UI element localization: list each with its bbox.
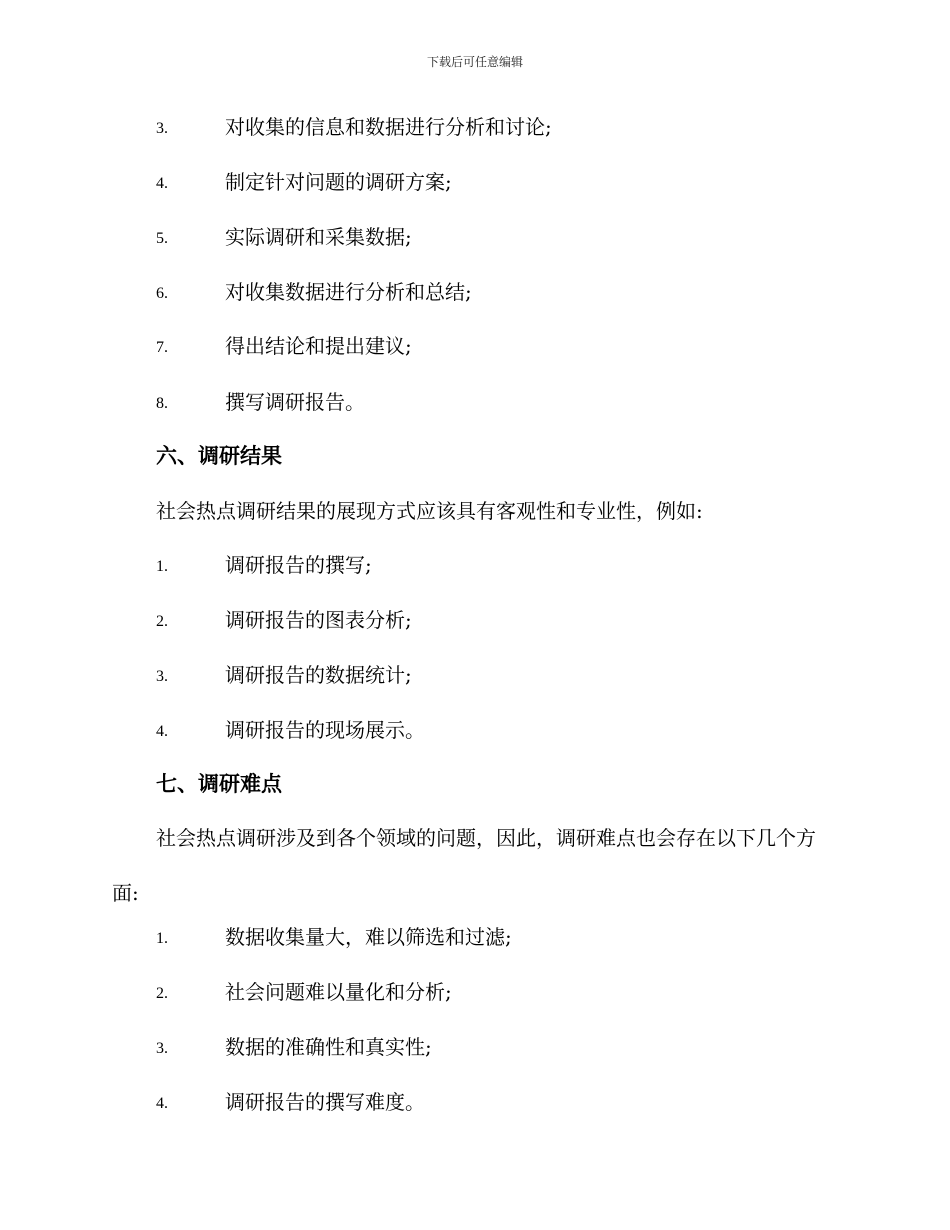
list-item	[0, 332, 950, 362]
list-text: 社会问题难以量化和分析;	[225, 980, 452, 1004]
list-text: 对收集数据进行分析和总结;	[225, 280, 472, 304]
section-heading-difficulties: 七、调研难点	[156, 771, 282, 796]
list-item	[0, 388, 950, 418]
list-item	[0, 223, 950, 253]
list-number: 4.	[156, 1095, 168, 1112]
list-item	[0, 1088, 950, 1118]
list-text: 撰写调研报告。	[225, 390, 365, 414]
list-text: 调研报告的撰写难度。	[225, 1090, 425, 1114]
section-intro-difficulties: 社会热点调研涉及到各个领域的问题，因此，调研难点也会存在以下几个方面:	[112, 826, 816, 905]
list-item	[0, 978, 950, 1008]
list-item	[0, 1033, 950, 1063]
section-intro-results: 社会热点调研结果的展现方式应该具有客观性和专业性，例如:	[156, 499, 703, 523]
list-number: 2.	[156, 613, 168, 630]
list-text: 得出结论和提出建议;	[225, 334, 412, 358]
list-text: 数据的准确性和真实性;	[225, 1035, 432, 1059]
list-number: 6.	[156, 285, 168, 302]
list-number: 2.	[156, 985, 168, 1002]
list-item	[0, 716, 950, 746]
list-number: 5.	[156, 230, 168, 247]
list-text: 对收集的信息和数据进行分析和讨论;	[225, 115, 552, 139]
list-text: 调研报告的撰写;	[225, 553, 372, 577]
list-text: 调研报告的图表分析;	[225, 608, 412, 632]
section-heading-results: 六、调研结果	[156, 443, 282, 468]
list-text: 调研报告的现场展示。	[225, 718, 425, 742]
list-text: 数据收集量大，难以筛选和过滤;	[225, 925, 512, 949]
list-number: 4.	[156, 723, 168, 740]
list-item	[0, 661, 950, 691]
list-item	[0, 168, 950, 198]
list-item	[0, 923, 950, 953]
list-number: 8.	[156, 395, 168, 412]
list-number: 3.	[156, 1040, 168, 1057]
list-text: 实际调研和采集数据;	[225, 225, 412, 249]
list-number: 7.	[156, 339, 168, 356]
list-item	[0, 606, 950, 636]
list-text: 调研报告的数据统计;	[225, 663, 412, 687]
page-header: 下载后可任意编辑	[426, 55, 523, 69]
list-number: 1.	[156, 930, 168, 947]
list-number: 1.	[156, 558, 168, 575]
list-item	[0, 278, 950, 308]
list-item	[0, 113, 950, 143]
list-item	[0, 551, 950, 581]
list-number: 4.	[156, 175, 168, 192]
list-text: 制定针对问题的调研方案;	[225, 170, 452, 194]
list-number: 3.	[156, 120, 168, 137]
list-number: 3.	[156, 668, 168, 685]
